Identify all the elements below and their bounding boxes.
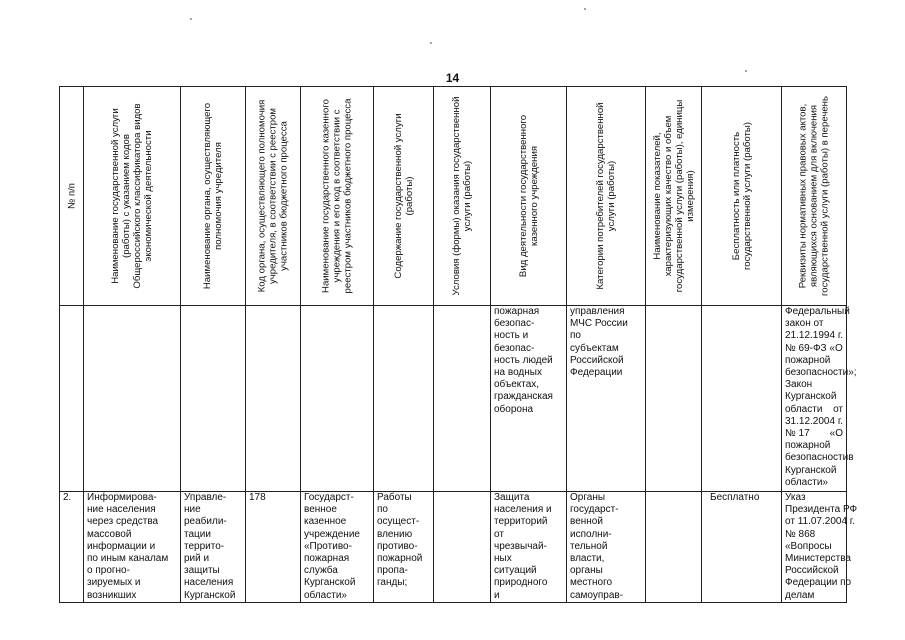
cell-text-line: противо- [377, 540, 418, 552]
cell-text-line: органы [570, 565, 603, 577]
cell-text-line: осущест- [377, 516, 420, 528]
cell-text-line: Закон [785, 379, 813, 391]
cell-text-line: венное [304, 504, 337, 516]
cell-text-line: и [494, 589, 500, 601]
cell-text-line: о прогно- [87, 565, 130, 577]
cell-text-line: возникших [87, 589, 137, 601]
cell-indicators [646, 306, 702, 492]
cell-service [84, 306, 181, 492]
cell-text-line: № 69-ФЗ «О [785, 342, 843, 354]
cell-consumers [567, 306, 646, 492]
scan-speck [430, 42, 432, 44]
header-label: Категории потребителей государственной услуги (работы) [595, 102, 617, 290]
cell-founder [181, 492, 246, 603]
cell-text-line: ние населения [87, 504, 156, 516]
cell-text-line: субъектам [570, 342, 619, 354]
cell-text-line: Курганской [785, 391, 837, 403]
cell-text-line: в [848, 452, 854, 464]
cell-text-line: Министерства [785, 553, 851, 565]
header-institution [301, 87, 374, 306]
cell-text-line: Федеральный [785, 306, 850, 317]
cell-text-line: № 868 [785, 528, 816, 540]
cell-text-line: территорий [494, 516, 548, 528]
cell-service [84, 492, 181, 603]
cell-text-line: ность и [494, 330, 529, 342]
cell-text-line: пожарной [377, 553, 423, 565]
cell-text-line: чрезвычай- [494, 540, 547, 552]
cell-text-line: области» [785, 476, 828, 488]
cell-text-line: исполни- [570, 528, 612, 540]
cell-content [374, 306, 434, 492]
cell-text-line: Информирова- [87, 492, 157, 503]
legal-text-line [785, 452, 854, 464]
cell-text-line: Защита [494, 492, 530, 503]
cell-text-line: зируемых и [87, 577, 141, 589]
cell-text-line: тельной [570, 540, 608, 552]
header-label: Код органа, осуществляющего полномочия учредителя, в соответствии с реестром участников бюджетного процесса [256, 99, 290, 293]
cell-text-line: управления [570, 306, 625, 317]
cell-payment: Бесплатно [702, 492, 782, 603]
cell-text-line: гражданская [494, 391, 553, 403]
cell-text-line: государст- [570, 504, 619, 516]
cell-text-line: безопасности [785, 452, 849, 464]
cell-text-line: террито- [184, 540, 225, 552]
cell-text-line: местного [570, 577, 613, 589]
cell-text-line: пожарная [304, 553, 350, 565]
cell-legal [782, 306, 857, 492]
cell-text-line: ситуаций [494, 565, 537, 577]
cell-text-line: «Вопросы [785, 540, 832, 552]
cell-text-line: пожарная [494, 306, 540, 317]
cell-text-line: «О [829, 428, 843, 440]
cell-text-line: Президента РФ [785, 504, 858, 516]
header-payment [702, 87, 782, 306]
cell-text-line: ных [494, 553, 512, 565]
header-consumers [567, 87, 646, 306]
cell-text-line: влению [377, 528, 413, 540]
header-content [374, 87, 434, 306]
cell-number [60, 306, 84, 492]
header-label: Условия (формы) оказания государственной услуги (работы) [451, 96, 473, 296]
cell-text-line: области» [304, 589, 347, 601]
cell-number: 2. [60, 492, 84, 603]
legal-text-block [785, 465, 843, 489]
cell-conditions [434, 492, 491, 603]
cell-text-line: Курганской [785, 464, 837, 476]
header-label: Наименование государственного казенного учреждения и его код в соответствии с реестром участников бюджетного процесса [320, 98, 354, 294]
cell-text-line: Работы [377, 492, 412, 503]
table-row-continued [60, 306, 847, 492]
cell-text-line: реабили- [184, 516, 227, 528]
cell-text-line: Российской [570, 354, 624, 366]
cell-text-line: безопасности»; [785, 367, 857, 379]
cell-text-line: № 17 [785, 428, 810, 440]
cell-text-line: от [833, 403, 843, 415]
cell-text-line: защиты [184, 565, 220, 577]
cell-code [246, 306, 301, 492]
cell-text-line: ность людей [494, 354, 553, 366]
cell-text-line: от 11.07.2004 г. [785, 516, 855, 528]
cell-text-line: области [785, 403, 823, 415]
header-label: Наименование органа, осуществляющего полномочия учредителя [202, 102, 224, 290]
cell-institution [301, 306, 374, 492]
cell-text-line: венной [570, 516, 603, 528]
cell-code: 178 [246, 492, 301, 603]
header-label: № п/п [66, 183, 77, 210]
services-table [59, 86, 858, 603]
cell-text-line: по иным каналам [87, 553, 169, 565]
cell-text-line: массовой [87, 528, 132, 540]
cell-text-line: Федерации [570, 367, 623, 379]
cell-activity [491, 492, 567, 603]
cell-text-line: Указ [785, 492, 806, 503]
cell-text-line: рий и [184, 553, 210, 565]
cell-text-line: Органы [570, 492, 606, 503]
cell-conditions [434, 306, 491, 492]
cell-text-line: власти, [570, 553, 605, 565]
cell-text-line: оборона [494, 403, 534, 415]
header-indicators [646, 87, 702, 306]
cell-text-line: пропа- [377, 565, 408, 577]
cell-text-line: самоуправ- [570, 589, 624, 601]
cell-legal [782, 492, 858, 603]
table-header-row [60, 87, 847, 306]
header-label: Наименование показателей, характеризующих качество и объем государственной услуги (работы), единицы измерения) [651, 99, 696, 293]
header-founder-code [246, 87, 301, 306]
cell-text-line: по [570, 330, 581, 342]
cell-text-line: Российской [785, 565, 839, 577]
cell-founder [181, 306, 246, 492]
header-label: Бесплатность или платность государственной услуги (работы) [730, 122, 753, 271]
cell-text-line: закон от [785, 318, 824, 330]
legal-text-block [785, 416, 843, 428]
cell-text-line: тации [184, 528, 211, 540]
cell-text-line: Управле- [184, 492, 227, 503]
header-activity [491, 87, 567, 306]
scan-speck [584, 8, 586, 10]
cell-consumers [567, 492, 646, 603]
cell-indicators [646, 492, 702, 603]
cell-text-line: 31.12.2004 г. [785, 415, 844, 427]
header-label: Вид деятельности государственного казенного учреждения [517, 114, 540, 278]
header-founder [181, 87, 246, 306]
cell-text-line: безопас- [494, 318, 535, 330]
header-label: Содержание государственной услуги (работы) [392, 113, 415, 279]
cell-activity [491, 306, 567, 492]
header-conditions [434, 87, 491, 306]
cell-text-line: информации и [87, 540, 156, 552]
cell-text-line: через средства [87, 516, 159, 528]
header-number [60, 87, 84, 306]
page-number: 14 [445, 71, 460, 85]
cell-text-line: Федерации по [785, 577, 852, 589]
scan-speck [745, 70, 747, 72]
cell-text-line: на водных [494, 367, 542, 379]
cell-text-line: ние [184, 504, 201, 516]
cell-text-line: казенное [304, 516, 347, 528]
cell-text-line: пожарной [785, 440, 831, 452]
cell-text-line: по [377, 504, 388, 516]
cell-text-line: природного [494, 577, 548, 589]
cell-text-line: делам [785, 589, 815, 601]
cell-text-line: Государст- [304, 492, 354, 503]
legal-text-block [785, 306, 857, 404]
cell-text-line: населения и [494, 504, 552, 516]
scan-speck [190, 18, 192, 20]
cell-text-line: безопас- [494, 342, 535, 354]
cell-text-line: служба [304, 565, 338, 577]
header-label: Реквизиты нормативных правовых актов, являющихся основанием для включения государственной услуги (работы) в перечень [797, 96, 831, 296]
cell-text-line: ганды; [377, 577, 408, 589]
cell-payment [702, 306, 782, 492]
legal-text-block [785, 440, 843, 452]
cell-text-line: «Противо- [304, 540, 352, 552]
cell-text-line: Курганской [304, 577, 356, 589]
cell-content [374, 492, 434, 603]
header-legal [782, 87, 847, 306]
cell-text-line: от [494, 528, 504, 540]
cell-text-line: МЧС России [570, 318, 628, 330]
cell-text-line: учреждение [304, 528, 360, 540]
legal-text-line [785, 428, 843, 440]
cell-text-line: пожарной [785, 354, 831, 366]
cell-text-line: населения [184, 577, 234, 589]
table-row [60, 492, 847, 603]
cell-text-line: объектах, [494, 379, 540, 391]
header-service [84, 87, 181, 306]
cell-institution [301, 492, 374, 603]
legal-text-line [785, 404, 843, 416]
cell-text-line: 21.12.1994 г. [785, 330, 844, 342]
cell-text-line: Курганской [184, 589, 236, 601]
header-label: Наименование государственной услуги (работы) с указанием кодов Общероссийского классификатора видов экономической деятельности [110, 103, 154, 289]
